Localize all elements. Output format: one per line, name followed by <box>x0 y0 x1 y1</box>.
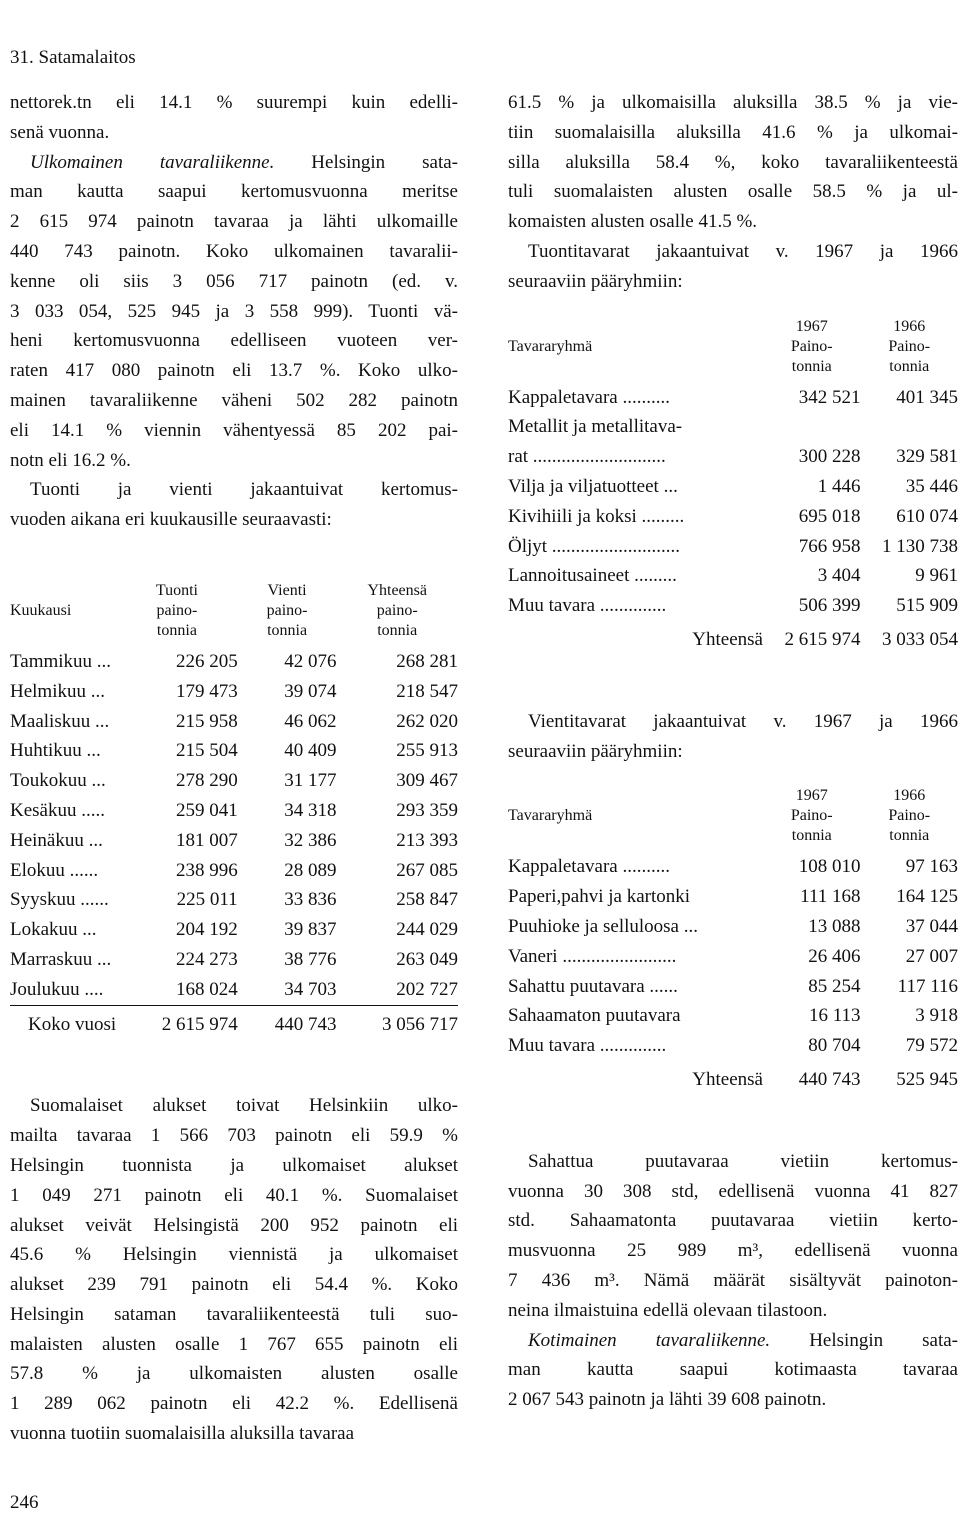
table-cell: 215 958 <box>175 710 238 732</box>
paragraph <box>10 88 458 148</box>
table-row <box>508 942 958 972</box>
table-cell: 263 049 <box>396 948 458 970</box>
table-cell: 202 727 <box>396 978 458 1000</box>
table-row <box>10 677 458 707</box>
table-row <box>508 412 958 442</box>
total-value: 2 615 974 <box>784 628 861 650</box>
table-cell: 1 446 <box>817 475 861 497</box>
text-line: mainen tavaraliikenne väheni 502 282 painotn <box>10 389 458 411</box>
text-line: 61.5 % ja ulkomaisilla aluksilla 38.5 % ja vie- <box>508 92 958 113</box>
text-line: eli 14.1 % viennin vähentyessä 85 202 pai- <box>10 419 458 441</box>
text-line: 3 033 054, 525 945 ja 3 558 999). Tuonti vä- <box>10 300 458 322</box>
text-line: 440 743 painotn. Koko ulkomainen tavaralii- <box>10 240 458 262</box>
column-header: 1966 Paino- tonnia <box>888 787 931 845</box>
row-label: Kesäkuu ..... <box>10 799 105 821</box>
total-value: 440 743 <box>238 1005 337 1039</box>
paragraph <box>508 237 958 297</box>
monthly-table <box>10 581 458 1039</box>
row-label: Lokakuu ... <box>10 919 97 941</box>
row-label: Paperi,pahvi ja kartonki <box>508 886 691 908</box>
row-label: Huhtikuu ... <box>10 740 101 762</box>
table-header-row <box>508 317 958 383</box>
text-line: std. Sahaamatonta puutavaraa vietiin kerto- <box>508 1210 958 1232</box>
table-cell: 3 404 <box>817 565 861 587</box>
text-line: komaisten alusten osalle 41.5 %. <box>508 211 758 233</box>
table-cell: 262 020 <box>396 710 458 732</box>
table-cell: 117 116 <box>897 975 958 997</box>
table-cell: 9 961 <box>915 565 958 587</box>
table-row <box>508 472 958 502</box>
table-cell: 226 205 <box>175 650 238 672</box>
table-row <box>508 532 958 562</box>
table-cell: 38 776 <box>284 948 337 970</box>
paragraph <box>508 707 958 767</box>
row-label: Helmikuu ... <box>10 680 105 702</box>
row-label: Elokuu ...... <box>10 859 99 881</box>
row-label: Tammikuu ... <box>10 650 112 672</box>
table-cell: 42 076 <box>284 650 337 672</box>
table-cell: 3 918 <box>915 1005 958 1027</box>
text-line: Suomalaiset alukset toivat Helsinkiin ulko- <box>30 1095 458 1117</box>
text-line: nettorek.tn eli 14.1 % suurempi kuin edelli- <box>10 92 458 113</box>
table-cell: 28 089 <box>284 859 337 881</box>
table-cell: 515 909 <box>896 595 958 617</box>
table-cell: 179 473 <box>175 680 238 702</box>
table-cell: 39 837 <box>284 919 337 941</box>
table-cell: 204 192 <box>175 919 238 941</box>
column-header: Tavararyhmä <box>508 337 593 355</box>
text-line: senä vuonna. <box>10 121 110 143</box>
text-line: tuli suomalaisten alusten osalle 58.5 % ja ul- <box>508 181 958 203</box>
table-row <box>508 912 958 942</box>
row-label: rat ............................ <box>508 446 666 468</box>
table-cell: 34 703 <box>284 978 337 1000</box>
row-label: Syyskuu ...... <box>10 889 109 911</box>
total-row <box>508 621 958 655</box>
total-value: 440 743 <box>798 1068 861 1090</box>
table-cell: 268 281 <box>396 650 458 672</box>
table-row <box>508 852 958 882</box>
table-cell: 213 393 <box>396 829 458 851</box>
table-row <box>10 885 458 915</box>
table-cell: 16 113 <box>808 1005 861 1027</box>
table-row <box>10 766 458 796</box>
table-row <box>10 975 458 1005</box>
table-cell: 225 011 <box>176 889 238 911</box>
section-heading: Kotimainen tavaraliikenne. <box>528 1329 771 1351</box>
text-line: 2 067 543 painotn ja lähti 39 608 painotn. <box>508 1389 827 1411</box>
table-row <box>508 591 958 621</box>
row-label: Joulukuu .... <box>10 978 104 1000</box>
text-line: vuonna tuotiin suomalaisilla aluksilla tavaraa <box>10 1423 355 1445</box>
table-row <box>508 1001 958 1031</box>
table-cell: 300 228 <box>798 446 861 468</box>
column-header: Tavararyhmä <box>508 807 593 825</box>
table-row <box>508 882 958 912</box>
text-line: 45.6 % Helsingin viennistä ja ulkomaiset <box>10 1244 458 1266</box>
row-label: Vaneri ........................ <box>508 945 677 967</box>
text-line: Helsingin sataman tavaraliikenteestä tuli suo- <box>10 1303 458 1325</box>
text-line: seuraaviin pääryhmiin: <box>508 740 683 762</box>
table-row <box>508 442 958 472</box>
table-row <box>508 972 958 1002</box>
section-heading: Ulkomainen tavaraliikenne. <box>30 151 275 173</box>
table-cell: 39 074 <box>284 680 337 702</box>
text-line: notn eli 16.2 %. <box>10 449 131 471</box>
table-cell: 506 399 <box>798 595 861 617</box>
row-label: Kivihiili ja koksi ......... <box>508 505 685 527</box>
total-value: 525 945 <box>896 1068 958 1090</box>
text-line: alukset veivät Helsingistä 200 952 painotn eli <box>10 1214 458 1236</box>
table-cell: 293 359 <box>396 799 458 821</box>
text-line: musvuonna 25 989 m³, edellisenä vuonna <box>508 1240 958 1262</box>
table-cell: 111 168 <box>800 886 861 908</box>
table-header-row <box>508 786 958 852</box>
text-line: raten 417 080 painotn eli 13.7 %. Koko ulko- <box>10 360 458 382</box>
row-label: Kappaletavara .......... <box>508 856 670 878</box>
text-line: seuraaviin pääryhmiin: <box>508 270 683 292</box>
column-header: Kuukausi <box>10 601 72 619</box>
export-table <box>508 786 958 1094</box>
total-label: Yhteensä <box>692 1068 763 1090</box>
table-cell: 26 406 <box>808 945 861 967</box>
paragraph <box>508 88 958 237</box>
column-header: Yhteensä paino- tonnia <box>367 581 427 639</box>
table-cell: 34 318 <box>284 799 337 821</box>
row-label: Muu tavara .............. <box>508 595 667 617</box>
text-line: Ulkomainen tavaraliikenne. Helsingin sata- <box>30 151 458 173</box>
text-line: 57.8 % ja ulkomaisten alusten osalle <box>10 1363 458 1385</box>
table-cell: 35 446 <box>905 475 958 497</box>
row-label: Metallit ja metallitava- <box>508 416 683 438</box>
text-line: man kautta saapui kotimaasta tavaraa <box>508 1359 958 1381</box>
text-line: Kotimainen tavaraliikenne. Helsingin sata- <box>528 1329 958 1351</box>
page-header: 31. Satamalaitos <box>10 47 136 68</box>
text-line: silla aluksilla 58.4 %, koko tavaraliikenteestä <box>508 151 958 173</box>
table-cell: 267 085 <box>396 859 458 881</box>
table-cell: 238 996 <box>175 859 238 881</box>
text-line: Vientitavarat jakaantuivat v. 1967 ja 1966 <box>528 710 958 732</box>
column-header: 1966 Paino- tonnia <box>888 317 931 375</box>
text-line: neina ilmaistuina edellä olevaan tilastoon. <box>508 1299 828 1321</box>
table-cell <box>861 412 959 442</box>
table-cell: 610 074 <box>896 505 958 527</box>
row-label: Marraskuu ... <box>10 948 112 970</box>
row-label: Lannoitusaineet ......... <box>508 565 677 587</box>
column-header: 1967 Paino- tonnia <box>790 317 833 375</box>
table-cell: 27 007 <box>905 945 958 967</box>
table-row <box>508 561 958 591</box>
text-line: Sahattua puutavaraa vietiin kertomus- <box>528 1150 958 1172</box>
table-cell: 224 273 <box>175 948 238 970</box>
total-value: 3 056 717 <box>336 1005 458 1039</box>
row-label: Kappaletavara .......... <box>508 386 670 408</box>
total-label: Koko vuosi <box>10 1005 116 1039</box>
table-cell: 13 088 <box>808 915 861 937</box>
table-row <box>10 915 458 945</box>
table-cell: 1 130 738 <box>882 535 958 557</box>
table-row <box>10 736 458 766</box>
paragraph <box>508 1326 958 1415</box>
row-label: Puuhioke ja selluloosa ... <box>508 915 698 937</box>
total-row <box>10 1005 458 1039</box>
text-line: 1 049 271 painotn eli 40.1 %. Suomalaiset <box>10 1184 458 1206</box>
table-cell: 168 024 <box>175 978 238 1000</box>
table-row <box>10 647 458 677</box>
table-cell: 97 163 <box>905 856 958 878</box>
total-value: 2 615 974 <box>116 1005 238 1039</box>
table-cell: 85 254 <box>808 975 861 997</box>
paragraph <box>508 1147 958 1326</box>
text-line: alukset 239 791 painotn eli 54.4 %. Koko <box>10 1274 458 1296</box>
row-label: Sahattu puutavara ...... <box>508 975 678 997</box>
table-cell: 164 125 <box>896 886 958 908</box>
text-line: Tuontitavarat jakaantuivat v. 1967 ja 1966 <box>528 240 958 262</box>
text-line: malaisten alusten osalle 1 767 655 painotn eli <box>10 1333 458 1355</box>
left-column <box>10 88 458 1449</box>
table-cell: 37 044 <box>905 915 958 937</box>
table-cell: 329 581 <box>896 446 958 468</box>
row-label: Maaliskuu ... <box>10 710 110 732</box>
row-label: Heinäkuu ... <box>10 829 103 851</box>
table-cell: 218 547 <box>396 680 458 702</box>
paragraph <box>10 475 458 535</box>
table-cell: 79 572 <box>905 1035 958 1057</box>
row-label: Muu tavara .............. <box>508 1035 667 1057</box>
row-label: Sahaamaton puutavara <box>508 1005 681 1027</box>
paragraph <box>10 1091 458 1449</box>
table-cell: 259 041 <box>175 799 238 821</box>
total-row <box>508 1061 958 1095</box>
table-row <box>10 826 458 856</box>
table-cell: 278 290 <box>175 770 238 792</box>
table-cell: 40 409 <box>284 740 337 762</box>
table-row <box>10 945 458 975</box>
paragraph <box>10 148 458 476</box>
column-header: Tuonti paino- tonnia <box>155 581 198 639</box>
total-value: 3 033 054 <box>882 628 958 650</box>
text-line: vuoden aikana eri kuukausille seuraavasti: <box>10 509 332 531</box>
table-cell: 181 007 <box>175 829 238 851</box>
text-line: 7 436 m³. Nämä määrät sisältyvät painoton- <box>508 1269 958 1291</box>
table-row <box>10 707 458 737</box>
text-line: tiin suomalaisilla aluksilla 41.6 % ja ulkomai- <box>508 121 958 143</box>
table-cell: 342 521 <box>798 386 861 408</box>
page-number: 246 <box>10 1492 39 1513</box>
table-cell: 31 177 <box>284 770 337 792</box>
text-line: 1 289 062 painotn eli 42.2 %. Edellisenä <box>10 1393 458 1415</box>
text-line: Helsingin tuonnista ja ulkomaiset alukset <box>10 1154 458 1176</box>
column-header: 1967 Paino- tonnia <box>790 787 833 845</box>
table-row <box>10 796 458 826</box>
text-line: Tuonti ja vienti jakaantuivat kertomus- <box>30 479 458 501</box>
table-cell: 244 029 <box>396 919 458 941</box>
table-cell: 215 504 <box>175 740 238 762</box>
column-header: Vienti paino- tonnia <box>266 581 308 639</box>
table-header-row <box>10 581 458 647</box>
right-column <box>508 88 958 1415</box>
table-row <box>508 502 958 532</box>
table-cell: 255 913 <box>396 740 458 762</box>
table-row <box>508 383 958 413</box>
table-row <box>10 856 458 886</box>
total-label: Yhteensä <box>692 628 763 650</box>
table-cell: 258 847 <box>396 889 458 911</box>
text-line: man kautta saapui kertomusvuonna meritse <box>10 181 458 203</box>
table-cell: 80 704 <box>808 1035 861 1057</box>
text-line: heni kertomusvuonna edelliseen vuoteen ver- <box>10 330 458 352</box>
table-cell: 32 386 <box>284 829 337 851</box>
table-cell: 766 958 <box>798 535 861 557</box>
table-cell: 46 062 <box>284 710 337 732</box>
text-line: 2 615 974 painotn tavaraa ja lähti ulkomaille <box>10 211 458 233</box>
table-cell: 108 010 <box>798 856 861 878</box>
table-cell: 309 467 <box>396 770 458 792</box>
text-line: mailta tavaraa 1 566 703 painotn eli 59.9 % <box>10 1125 458 1147</box>
text-line: vuonna 30 308 std, edellisenä vuonna 41 827 <box>508 1180 958 1202</box>
import-table <box>508 317 958 655</box>
row-label: Vilja ja viljatuotteet ... <box>508 475 678 497</box>
text-line: kenne oli siis 3 056 717 painotn (ed. v. <box>10 270 458 292</box>
row-label: Öljyt ........................... <box>508 535 681 557</box>
table-cell: 695 018 <box>798 505 861 527</box>
table-row <box>508 1031 958 1061</box>
table-cell: 33 836 <box>284 889 337 911</box>
row-label: Toukokuu ... <box>10 770 106 792</box>
table-cell: 401 345 <box>896 386 958 408</box>
table-cell <box>763 412 861 442</box>
